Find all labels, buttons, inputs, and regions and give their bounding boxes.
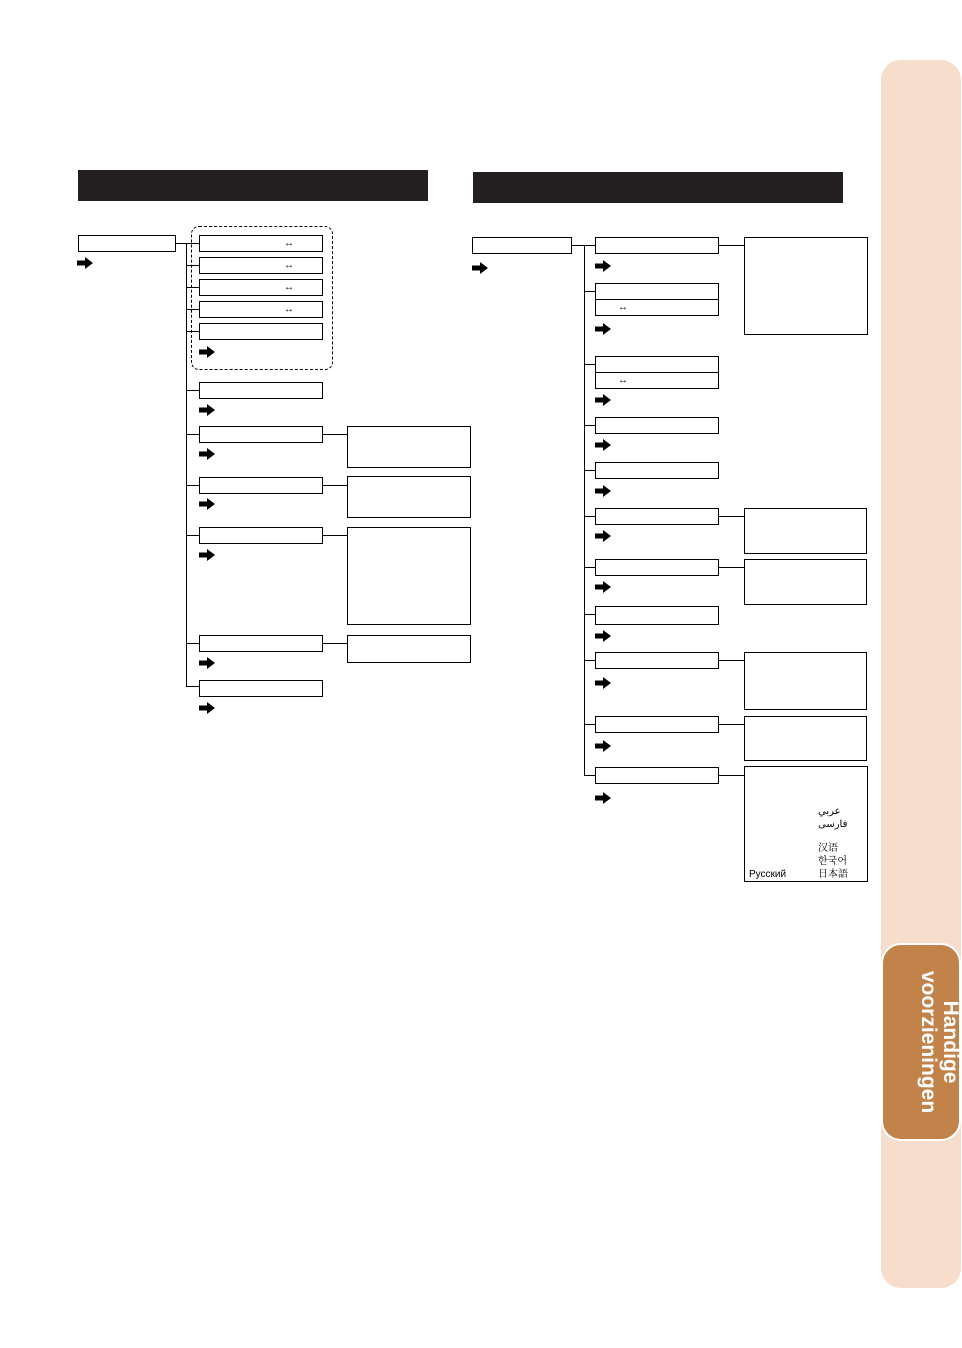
- right-item-box: [595, 508, 719, 525]
- arrow-icon: [595, 630, 611, 642]
- left-item-box: [199, 635, 323, 652]
- arrow-icon: [199, 657, 215, 669]
- arrow-icon: [199, 404, 215, 416]
- connector: [719, 516, 745, 517]
- connector: [323, 643, 348, 644]
- connector: [176, 243, 186, 244]
- connector: [186, 535, 200, 536]
- right-item-box: [595, 559, 719, 576]
- arrow-icon: [595, 485, 611, 497]
- connector: [186, 287, 200, 288]
- right-item-box: [595, 283, 719, 300]
- right-section-header-bar: [473, 172, 843, 203]
- connector: [186, 485, 200, 486]
- arrow-icon: [199, 549, 215, 561]
- language-option-japanese: 日本語: [818, 869, 848, 880]
- connector: [323, 434, 348, 435]
- language-option-chinese: 汉语: [818, 843, 838, 854]
- left-option-box: [347, 426, 471, 468]
- right-item-box: [595, 462, 719, 479]
- arrow-icon: [595, 740, 611, 752]
- left-item-box: [199, 426, 323, 443]
- left-item-box: [199, 323, 323, 340]
- arrow-icon: [595, 581, 611, 593]
- arrow-icon: [199, 448, 215, 460]
- right-item-box: [595, 716, 719, 733]
- left-option-box: [347, 635, 471, 663]
- right-option-box: [744, 559, 867, 605]
- language-option-arabic: عربي: [818, 806, 841, 817]
- language-options-box: [744, 766, 868, 882]
- arrow-icon: [77, 257, 93, 269]
- left-option-box: [347, 527, 471, 625]
- double-arrow-icon: ↔: [284, 282, 294, 293]
- left-item-box: [199, 680, 323, 697]
- connector: [186, 434, 200, 435]
- right-option-box: [744, 652, 867, 710]
- connector: [323, 535, 348, 536]
- connector: [186, 265, 200, 266]
- arrow-icon: [595, 394, 611, 406]
- connector: [719, 724, 745, 725]
- left-item-box: [199, 235, 323, 252]
- connector: [186, 331, 200, 332]
- connector: [719, 245, 745, 246]
- section-tab-line1: Handige: [939, 1000, 962, 1084]
- right-item-box: [595, 237, 719, 254]
- right-item-box: [595, 417, 719, 434]
- connector: [186, 309, 200, 310]
- connector: [719, 775, 745, 776]
- right-trunk: [584, 245, 585, 775]
- left-option-box: [347, 476, 471, 518]
- left-item-box: [199, 527, 323, 544]
- arrow-icon: [199, 498, 215, 510]
- right-item-box-language: [595, 767, 719, 784]
- right-item-box: [595, 652, 719, 669]
- right-subitem-box: [595, 299, 719, 316]
- connector: [186, 686, 200, 687]
- double-arrow-icon: ↔: [284, 238, 294, 249]
- left-root-menu-box: [78, 235, 176, 252]
- left-item-box: [199, 382, 323, 399]
- left-item-box: [199, 301, 323, 318]
- arrow-icon: [199, 346, 215, 358]
- connector: [323, 485, 348, 486]
- right-root-menu-box: [472, 237, 572, 254]
- right-subitem-box: [595, 372, 719, 389]
- right-option-box: [744, 237, 868, 335]
- double-arrow-icon: ↔: [284, 304, 294, 315]
- language-option-russian: Русский: [749, 869, 787, 880]
- arrow-icon: [595, 260, 611, 272]
- left-section-header-bar: [78, 170, 428, 201]
- arrow-icon: [199, 702, 215, 714]
- language-option-korean: 한국어: [818, 856, 847, 867]
- connector: [719, 660, 745, 661]
- double-arrow-icon: ↔: [618, 375, 628, 386]
- section-tab-line2: voorzieningen: [917, 970, 940, 1114]
- arrow-icon: [595, 677, 611, 689]
- section-tab-label: [881, 952, 961, 1132]
- right-item-box: [595, 606, 719, 625]
- right-option-box: [744, 716, 867, 761]
- connector: [186, 643, 200, 644]
- double-arrow-icon: ↔: [618, 302, 628, 313]
- connector: [186, 390, 200, 391]
- connector: [572, 245, 584, 246]
- right-item-box: [595, 356, 719, 373]
- connector: [719, 567, 745, 568]
- right-option-box: [744, 508, 867, 554]
- arrow-icon: [595, 530, 611, 542]
- double-arrow-icon: ↔: [284, 260, 294, 271]
- arrow-icon: [472, 262, 488, 274]
- left-item-box: [199, 279, 323, 296]
- left-item-box: [199, 477, 323, 494]
- arrow-icon: [595, 439, 611, 451]
- arrow-icon: [595, 323, 611, 335]
- arrow-icon: [595, 792, 611, 804]
- connector: [186, 243, 200, 244]
- left-item-box: [199, 257, 323, 274]
- language-option-farsi: فارسی: [818, 819, 848, 830]
